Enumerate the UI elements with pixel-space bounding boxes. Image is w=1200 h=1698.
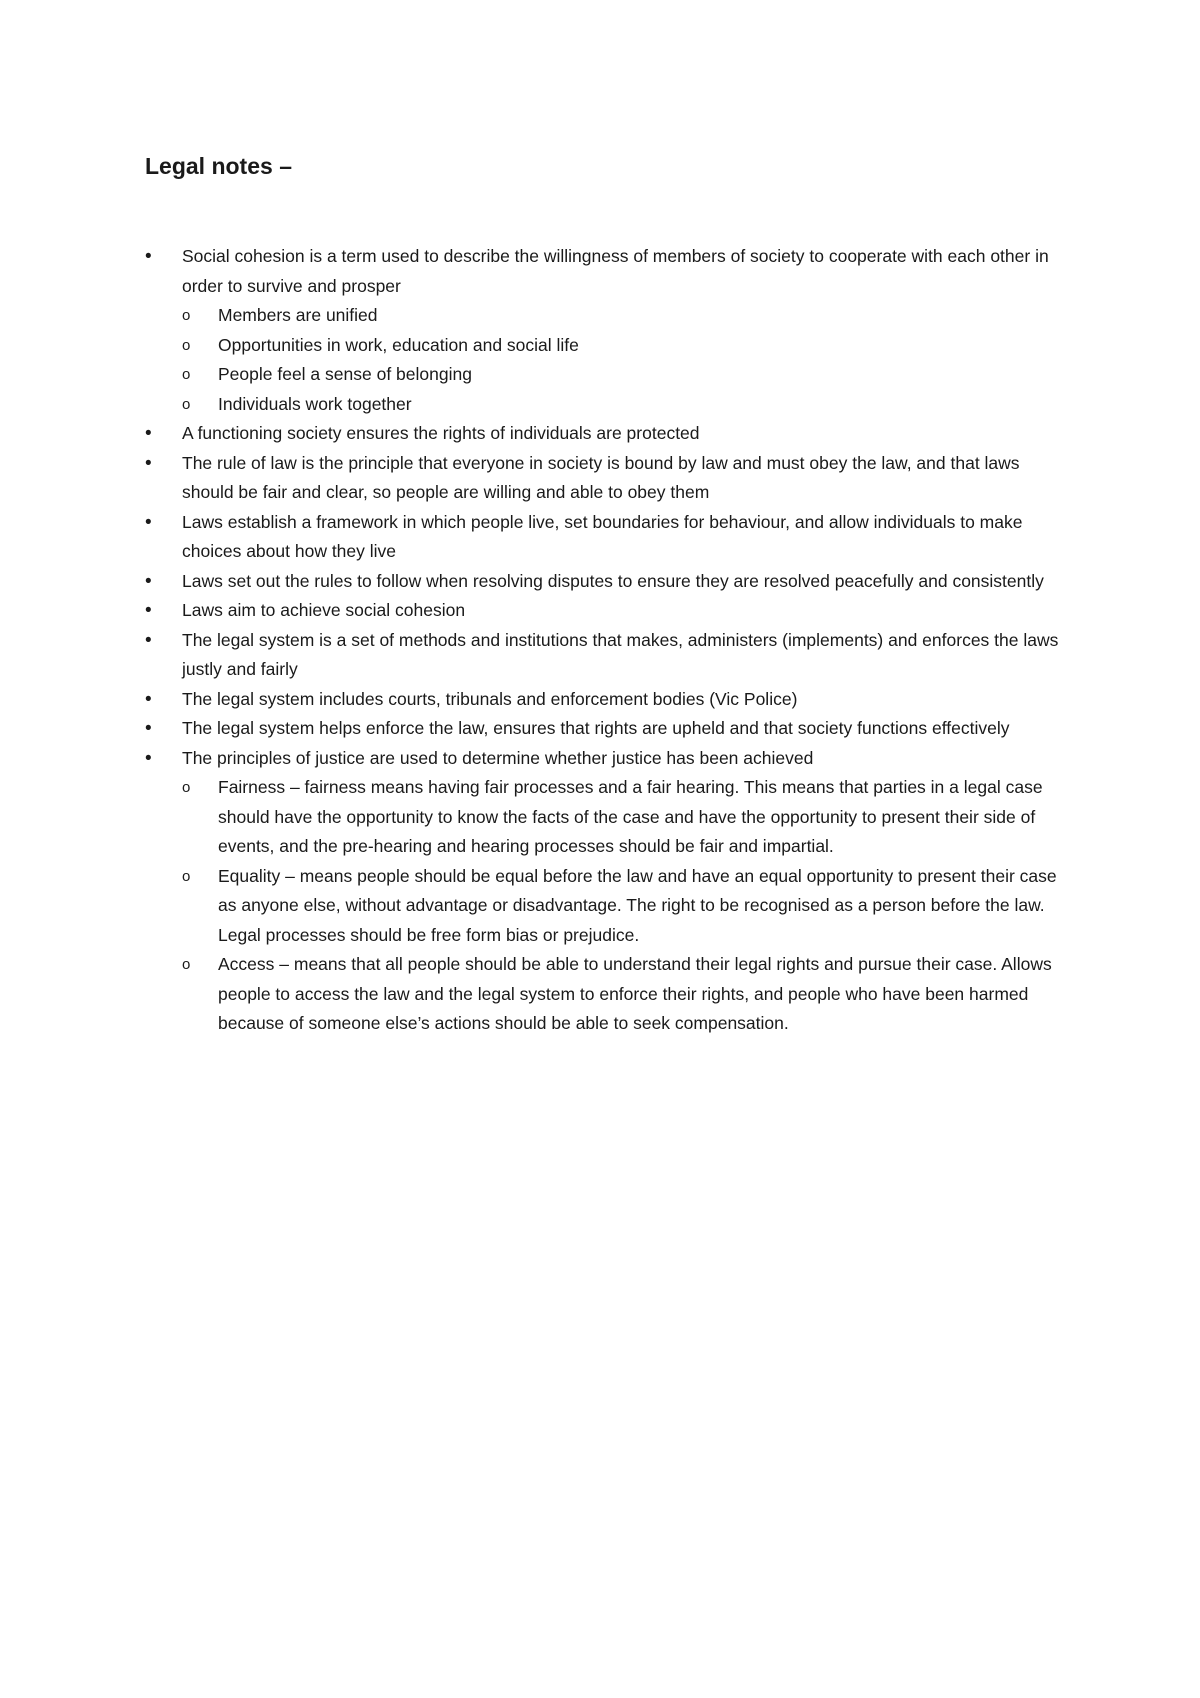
bullet-text: A functioning society ensures the rights of individuals are protected [182,423,700,443]
sub-bullet-item [145,360,1070,390]
bullet-item [145,419,1070,449]
bullet-item [145,508,1070,567]
bullet-text: The legal system is a set of methods and institutions that makes, administers (implements) and enforces the laws justly and fairly [182,629,1059,679]
bullet-group [145,242,1070,449]
sub-bullet-list [145,773,1070,1039]
bullet-item [145,596,1070,626]
sub-bullet-item [145,390,1070,420]
sub-bullet-text: People feel a sense of belonging [218,364,472,384]
sub-bullet-text: Access – means that all people should be able to understand their legal rights and pursue their case. Allows people to access the law and the legal system to enforce their rights, and people who have been harmed because of someone else’s actions should be able to seek compensation. [218,954,1052,1033]
bullet-text: Laws set out the rules to follow when resolving disputes to ensure they are resolved peacefully and consistently [182,570,1044,591]
bullet-item [145,449,1070,508]
bullet-text: The rule of law is the principle that everyone in society is bound by law and must obey the law, and that laws should be fair and clear, so people are willing and able to obey them [182,452,1020,502]
bullet-text: The legal system helps enforce the law, ensures that rights are upheld and that society functions effectively [182,718,1010,738]
bullet-item [145,567,1070,597]
sub-bullet-item [145,862,1070,951]
bullet-item [145,685,1070,715]
sub-bullet-item [145,301,1070,331]
sub-bullet-text: Individuals work together [218,393,412,414]
bullet-item [145,626,1070,685]
sub-bullet-text: Equality – means people should be equal before the law and have an equal opportunity to present their case as anyone else, without advantage or disadvantage. The right to be recognised as a person before the law. Legal processes should be free form bias or prejudice. [218,865,1057,945]
sub-bullet-text: Fairness – fairness means having fair processes and a fair hearing. This means that parties in a legal case should have the opportunity to know the facts of the case and have the opportunity to present their side of events, and the pre-hearing and hearing processes should be fair and impartial. [218,777,1043,856]
bullet-text: Laws establish a framework in which people live, set boundaries for behaviour, and allow individuals to make choices about how they live [182,511,1023,561]
sub-bullet-item [145,773,1070,862]
bullet-item [145,242,1070,301]
bullet-item [145,714,1070,744]
sub-bullet-text: Opportunities in work, education and social life [218,334,579,355]
bullet-text: Laws aim to achieve social cohesion [182,600,466,620]
bullet-text: Social cohesion is a term used to describe the willingness of members of society to cooperate with each other in order to survive and prosper [182,246,1049,296]
document-title: Legal notes – [145,153,292,179]
bullet-text: The principles of justice are used to determine whether justice has been achieved [182,747,814,768]
bullet-group [145,626,1070,744]
sub-bullet-text: Members are unified [218,305,378,325]
sub-bullet-list [145,301,1070,419]
bullet-item [145,744,1070,774]
document-body [145,242,1070,1039]
bullet-group [145,744,1070,1039]
bullet-group [145,449,1070,626]
sub-bullet-item [145,331,1070,361]
bullet-text: The legal system includes courts, tribunals and enforcement bodies (Vic Police) [182,688,798,709]
sub-bullet-item [145,950,1070,1039]
